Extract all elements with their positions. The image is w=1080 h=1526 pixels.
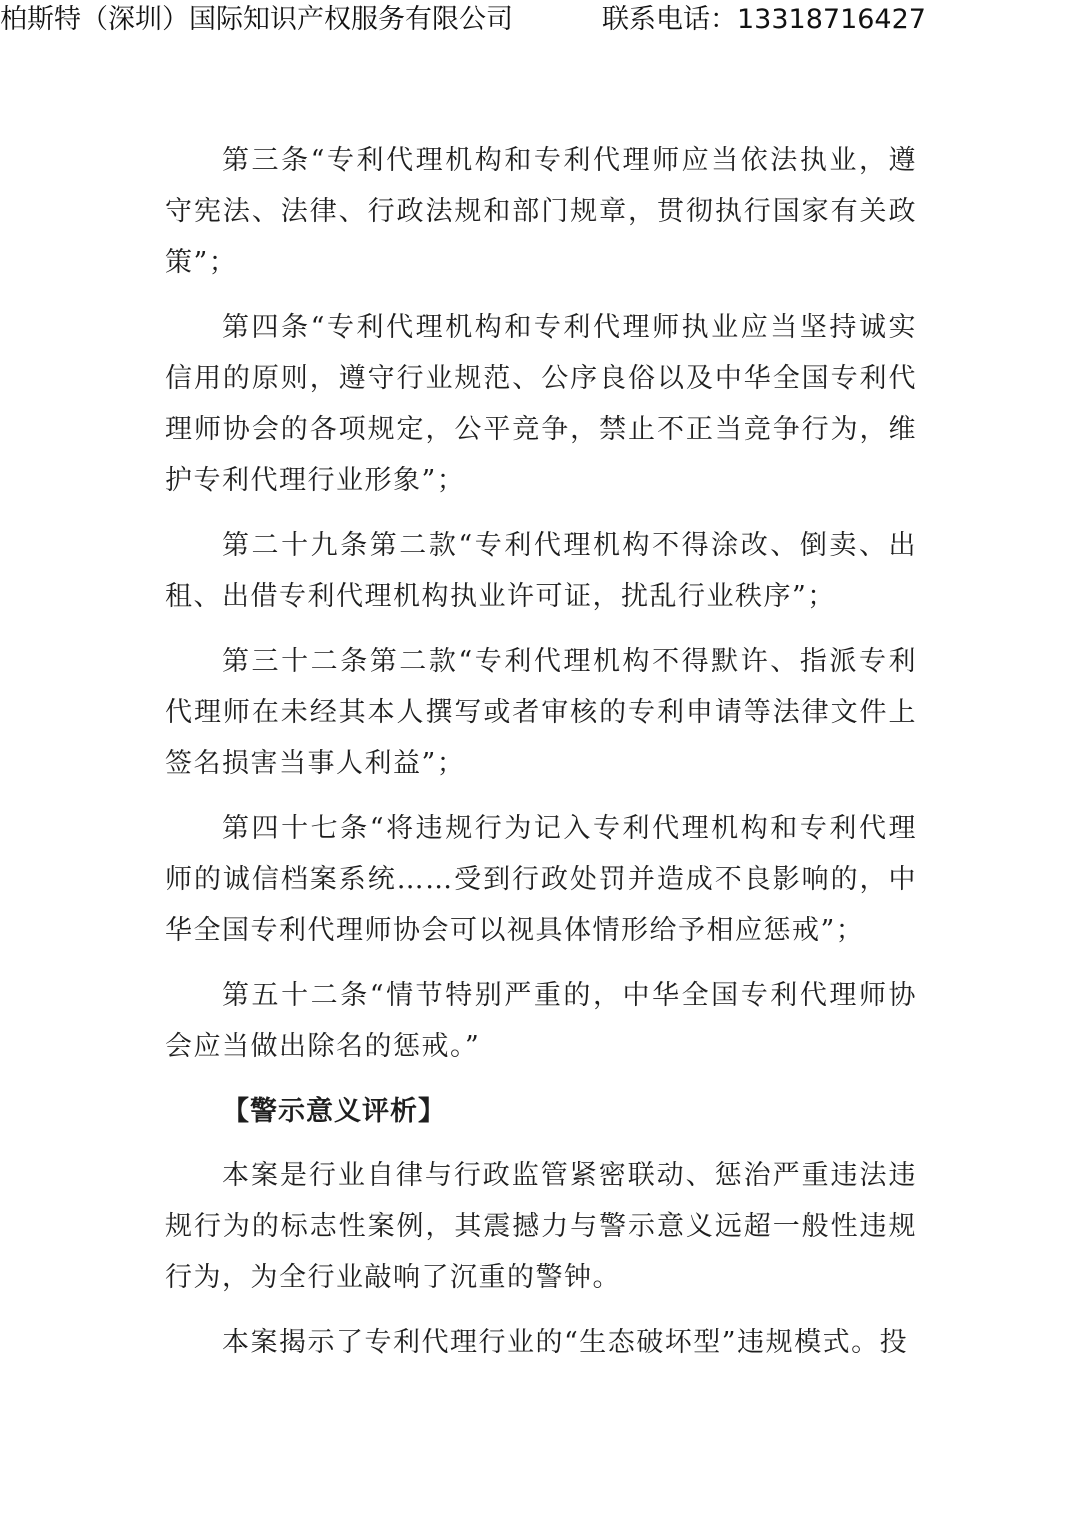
clause-article-47: 第四十七条“将违规行为记入专利代理机构和专利代理师的诚信档案系统……受到行政处罚并造成不良影响的，中华全国专利代理师协会可以视具体情形给予相应惩戒”； — [165, 813, 917, 946]
clause-article-29: 第二十九条第二款“专利代理机构不得涂改、倒卖、出租、出借专利代理机构执业许可证，扰乱行业秩序”； — [165, 530, 917, 612]
clause-article-52: 第五十二条“情节特别严重的，中华全国专利代理师协会应当做出除名的惩戒。” — [165, 980, 917, 1062]
analysis-paragraph: 本案是行业自律与行政监管紧密联动、惩治严重违法违规行为的标志性案例，其震撼力与警示意义远超一般性违规行为，为全行业敲响了沉重的警钟。 — [165, 1160, 917, 1293]
clause-article-32: 第三十二条第二款“专利代理机构不得默许、指派专利代理师在未经其本人撰写或者审核的专利申请等法律文件上签名损害当事人利益”； — [165, 646, 917, 779]
clause-article-3: 第三条“专利代理机构和专利代理师应当依法执业，遵守宪法、法律、行政法规和部门规章，贯彻执行国家有关政策”； — [165, 145, 917, 278]
document-body — [165, 135, 917, 1382]
section-heading: 【警示意义评析】 — [222, 1096, 446, 1127]
clause-article-4: 第四条“专利代理机构和专利代理师执业应当坚持诚实信用的原则，遵守行业规范、公序良俗以及中华全国专利代理师协会的各项规定，公平竞争，禁止不正当竞争行为，维护专利代理行业形象”； — [165, 312, 917, 496]
contact-phone: 联系电话：13318716427 — [602, 4, 926, 35]
company-name: 柏斯特（深圳）国际知识产权服务有限公司 — [0, 4, 513, 35]
page-header — [0, 0, 1080, 44]
analysis-paragraph: 本案揭示了专利代理行业的“生态破坏型”违规模式。投 — [222, 1327, 909, 1358]
